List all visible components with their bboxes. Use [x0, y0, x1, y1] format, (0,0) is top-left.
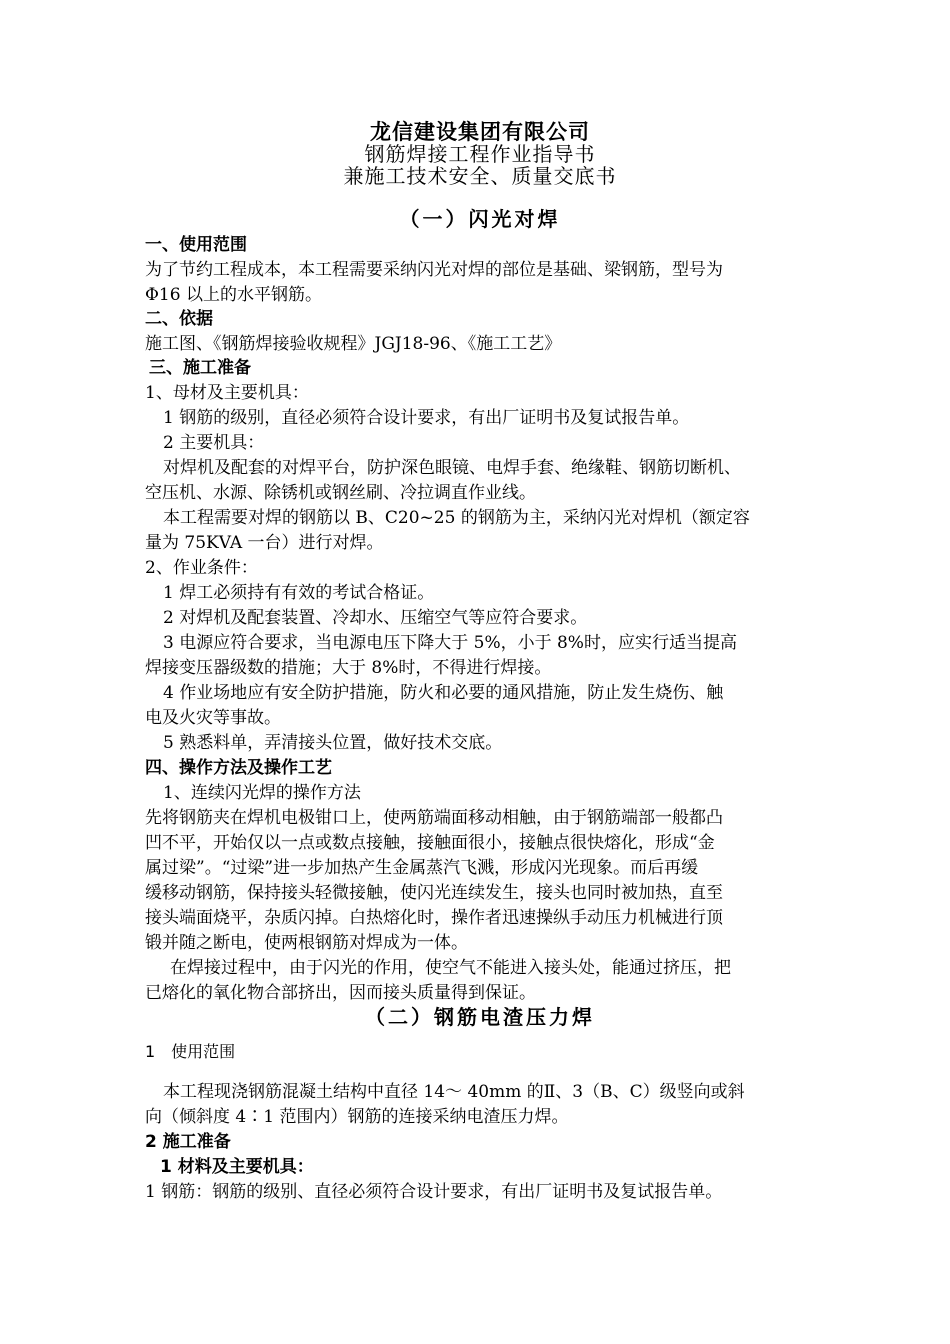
paragraph-line: 施工图、《钢筋焊接验收规程》JGJ18-96、《施工工艺》	[145, 334, 562, 354]
document-title: 钢筋焊接工程作业指导书	[364, 142, 596, 166]
paragraph-line: 电及火灾等事故。	[145, 708, 281, 728]
paragraph-line: 本工程现浇钢筋混凝土结构中直径 14～ 40mm 的Ⅱ、3（B、C）级竖向或斜	[163, 1082, 745, 1102]
list-item: 1、连续闪光焊的操作方法	[163, 783, 361, 803]
paragraph-line: 为了节约工程成本，本工程需要采纳闪光对焊的部位是基础、梁钢筋，型号为	[145, 260, 723, 280]
company-name: 龙信建设集团有限公司	[370, 120, 590, 144]
paragraph-line: 对焊机及配套的对焊平台，防护深色眼镜、电焊手套、绝缘鞋、钢筋切断机、	[163, 458, 741, 478]
list-item: 1 钢筋的级别，直径必须符合设计要求，有出厂证明书及复试报告单。	[163, 408, 690, 428]
heading-scope-2: 1 使用范围	[145, 1042, 236, 1061]
list-item: 5 熟悉料单，弄清接头位置，做好技术交底。	[163, 733, 503, 753]
paragraph-line: 在焊接过程中，由于闪光的作用，使空气不能进入接头处，能通过挤压，把	[170, 958, 731, 978]
heading-basis: 二、依据	[145, 309, 213, 329]
paragraph-line: 向（倾斜度 4∶1 范围内）钢筋的连接采纳电渣压力焊。	[145, 1107, 569, 1127]
heading-scope: 一、使用范围	[145, 235, 247, 255]
list-item: 4 作业场地应有安全防护措施，防火和必要的通风措施，防止发生烧伤、触	[163, 683, 724, 703]
paragraph-line: 量为 75KVA 一台）进行对焊。	[145, 533, 384, 553]
heading-method: 四、操作方法及操作工艺	[145, 758, 332, 778]
list-item: 2 对焊机及配套装置、冷却水、压缩空气等应符合要求。	[163, 608, 588, 628]
paragraph-line: 焊接变压器级数的措施；大于 8%时，不得进行焊接。	[145, 658, 552, 678]
section-title-flash-butt-welding: （一）闪光对焊	[399, 207, 561, 231]
paragraph-line: 锻并随之断电，使两根钢筋对焊成为一体。	[145, 933, 468, 953]
heading-preparation: 三、施工准备	[149, 358, 251, 378]
list-item: 1 钢筋：钢筋的级别、直径必须符合设计要求，有出厂证明书及复试报告单。	[145, 1182, 723, 1202]
paragraph-line: 接头端面烧平，杂质闪掉。白热熔化时，操作者迅速操纵手动压力机械进行顶	[145, 908, 723, 928]
list-item: 1、母材及主要机具：	[145, 383, 309, 403]
list-item: 1 焊工必须持有有效的考试合格证。	[163, 583, 435, 603]
paragraph-line: 先将钢筋夹在焊机电极钳口上，使两筋端面移动相触，由于钢筋端部一般都凸	[145, 808, 723, 828]
paragraph-line: Φ16 以上的水平钢筋。	[145, 285, 322, 305]
list-item: 2、作业条件：	[145, 558, 258, 578]
paragraph-line: 凹不平，开始仅以一点或数点接触，接触面很小，接触点很快熔化，形成“金	[145, 833, 715, 853]
paragraph-line: 属过梁”。“过梁”进一步加热产生金属蒸汽飞溅，形成闪光现象。而后再缓	[145, 858, 699, 878]
document-subtitle: 兼施工技术安全、质量交底书	[343, 164, 617, 188]
list-item: 3 电源应符合要求，当电源电压下降大于 5%，小于 8%时，应实行适当提高	[163, 633, 737, 653]
paragraph-line: 本工程需要对焊的钢筋以 B、C20~25 的钢筋为主，采纳闪光对焊机（额定容	[163, 508, 750, 528]
paragraph-line: 已熔化的氧化物合部挤出，因而接头质量得到保证。	[145, 983, 536, 1003]
section-title-electroslag-welding: （二）钢筋电渣压力焊	[365, 1005, 595, 1029]
heading-preparation-2: 2 施工准备	[145, 1132, 231, 1152]
paragraph-line: 空压机、水源、除锈机或钢丝刷、冷拉调直作业线。	[145, 483, 536, 503]
list-item: 2 主要机具：	[163, 433, 265, 453]
heading-materials: 1 材料及主要机具：	[160, 1157, 314, 1177]
paragraph-line: 缓移动钢筋，保持接头轻微接触，使闪光连续发生，接头也同时被加热，直至	[145, 883, 723, 903]
